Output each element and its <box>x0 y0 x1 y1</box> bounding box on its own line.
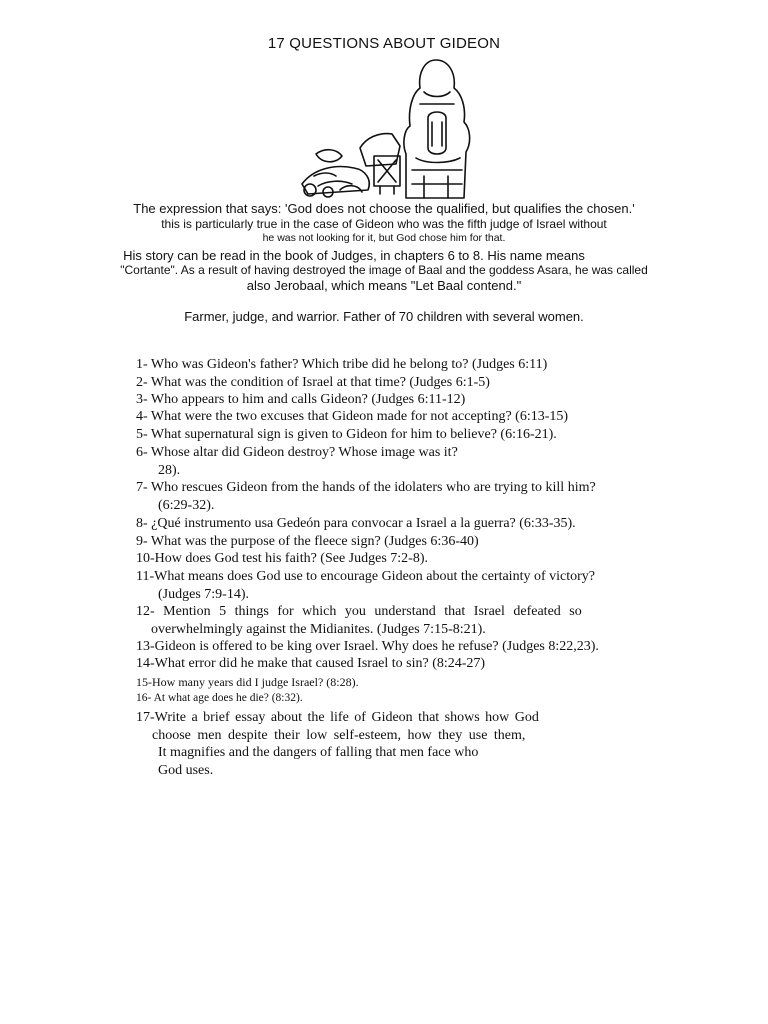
page-title: 17 QUESTIONS ABOUT GIDEON <box>267 35 501 52</box>
question-text: 15-How many years did I judge Israel? (8:28). <box>136 675 359 689</box>
question-item <box>136 603 632 638</box>
question-item <box>136 690 632 708</box>
question-continuation: overwhelmingly against the Midianites. (Judges 7:15-8:21). <box>151 621 486 637</box>
question-text: 16- At what age does he die? (8:32). <box>136 692 303 704</box>
intro-line: this is particularly true in the case of Gideon who was the fifth judge of Israel without <box>161 217 607 231</box>
question-text: 10-How does God test his faith? (See Judges 7:2-8). <box>136 551 429 566</box>
question-text: 3- Who appears to him and calls Gideon? (Judges 6:11-12) <box>136 392 466 407</box>
question-item <box>136 674 632 692</box>
question-item <box>136 655 632 673</box>
intro-line: The expression that says: 'God does not choose the qualified, but qualifies the chosen.' <box>133 201 635 216</box>
question-item <box>136 356 632 374</box>
question-text: 17-Write a brief essay about the life of Gideon that shows how God <box>136 710 539 725</box>
question-item <box>136 550 632 568</box>
question-item <box>136 374 632 392</box>
question-text: 8- ¿Qué instrumento usa Gedeón para convocar a Israel a la guerra? (6:33-35). <box>136 516 576 531</box>
question-item <box>136 638 632 656</box>
question-item <box>136 444 632 479</box>
question-item <box>136 568 632 603</box>
question-continuation: (Judges 7:9-14). <box>158 586 249 602</box>
intro-line: he was not looking for it, but God chose him for that. <box>262 232 506 244</box>
question-continuation: 28). <box>158 462 181 478</box>
question-item <box>136 426 632 444</box>
question-continuation: It magnifies and the dangers of falling that men face who <box>158 745 479 760</box>
question-item <box>136 709 632 779</box>
question-text: 5- What supernatural sign is given to Gideon for him to believe? (6:16-21). <box>136 427 557 442</box>
question-continuation: (6:29-32). <box>158 497 215 513</box>
question-item <box>136 408 632 426</box>
intro-line: Farmer, judge, and warrior. Father of 70 children with several women. <box>184 309 584 324</box>
question-item <box>136 391 632 409</box>
question-item <box>136 515 632 533</box>
question-item <box>136 533 632 551</box>
intro-line: "Cortante". As a result of having destroyed the image of Baal and the goddess Asara, he was called <box>120 263 648 277</box>
question-continuation: God uses. <box>158 762 214 778</box>
question-text: 4- What were the two excuses that Gideon made for not accepting? (6:13-15) <box>136 409 569 424</box>
gideon-illustration <box>296 52 488 202</box>
intro-line: also Jerobaal, which means "Let Baal contend." <box>246 278 522 293</box>
question-continuation: choose men despite their low self-esteem, how they use them, <box>152 727 526 743</box>
question-text: 1- Who was Gideon's father? Which tribe did he belong to? (Judges 6:11) <box>136 357 548 372</box>
question-text: 13-Gideon is offered to be king over Israel. Why does he refuse? (Judges 8:22,23). <box>136 639 599 654</box>
question-text: 2- What was the condition of Israel at that time? (Judges 6:1-5) <box>136 375 490 390</box>
question-text: 11-What means does God use to encourage Gideon about the certainty of victory? <box>136 569 595 584</box>
question-text: 12- Mention 5 things for which you understand that Israel defeated so <box>136 604 582 619</box>
intro-line: His story can be read in the book of Judges, in chapters 6 to 8. His name means <box>123 248 585 263</box>
question-text: 9- What was the purpose of the fleece sign? (Judges 6:36-40) <box>136 534 479 549</box>
question-item <box>136 479 632 514</box>
question-text: 6- Whose altar did Gideon destroy? Whose image was it? <box>136 445 458 460</box>
question-text: 7- Who rescues Gideon from the hands of the idolaters who are trying to kill him? <box>136 480 596 495</box>
question-text: 14-What error did he make that caused Israel to sin? (8:24-27) <box>136 656 486 671</box>
